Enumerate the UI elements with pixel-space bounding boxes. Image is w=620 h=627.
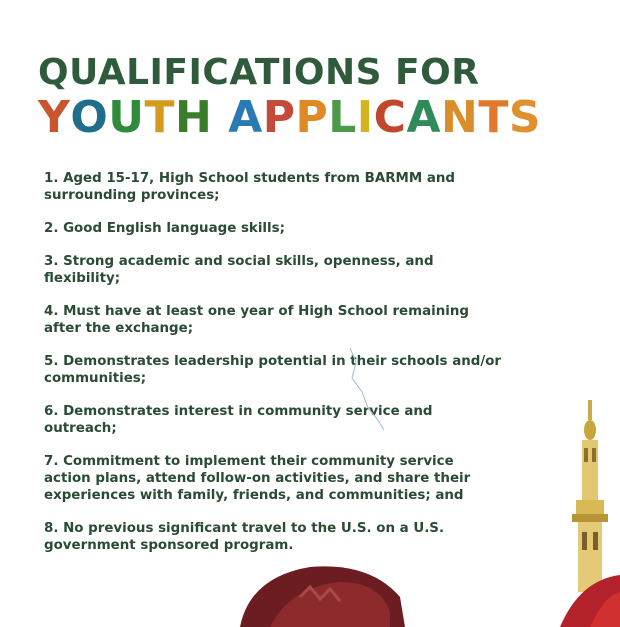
page-title-line1: QUALIFICATIONS FOR: [38, 52, 480, 93]
title-letter: A: [406, 92, 442, 143]
qualification-item: 1. Aged 15-17, High School students from BARMM and surrounding provinces;: [44, 171, 455, 203]
title-letter: L: [328, 92, 357, 143]
title-letter: N: [441, 92, 479, 143]
qualification-item: 2. Good English language skills;: [44, 221, 285, 236]
title-letter: O: [70, 92, 109, 143]
title-letter: P: [295, 92, 329, 143]
qualification-item: 4. Must have at least one year of High School remaining after the exchange;: [44, 304, 469, 336]
qualification-item: 5. Demonstrates leadership potential in their schools and/or communities;: [44, 354, 502, 386]
title-letter: H: [175, 92, 213, 143]
title-letter: T: [144, 92, 176, 143]
title-letter: T: [478, 92, 509, 143]
qualification-item: 3. Strong academic and social skills, openness, and flexibility;: [44, 254, 434, 286]
minaret-icon: [560, 400, 620, 627]
page-title-line2: [38, 92, 541, 143]
qualifications-list: [44, 170, 504, 570]
title-letter: [212, 92, 228, 143]
title-letter: P: [262, 92, 296, 143]
qualification-item: 8. No previous significant travel to the U.S. on a U.S. government sponsored program.: [44, 521, 445, 553]
title-letter: I: [356, 92, 374, 143]
dome-icon: [230, 557, 420, 627]
qualification-item: 6. Demonstrates interest in community service and outreach;: [44, 404, 433, 436]
title-letter: C: [373, 92, 407, 143]
title-letter: U: [108, 92, 145, 143]
title-letter: S: [508, 92, 542, 143]
title-letter: A: [228, 92, 263, 143]
title-letter: Y: [38, 92, 71, 143]
qualification-item: 7. Commitment to implement their community service action plans, attend follow-on activities, and share their experiences with family, friends, and communities; and: [44, 454, 471, 503]
